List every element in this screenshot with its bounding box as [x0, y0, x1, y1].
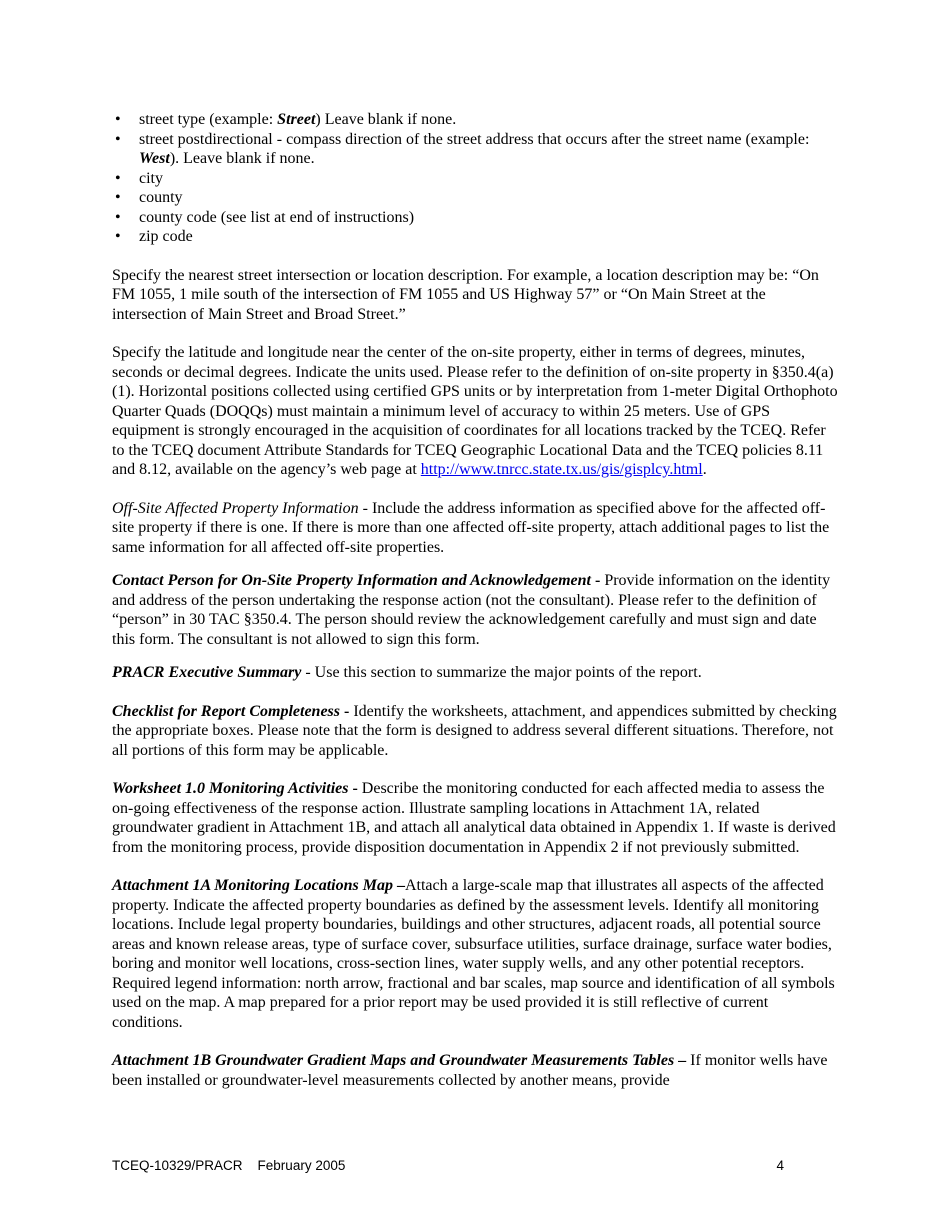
list-item: • street type (example: Street) Leave blank if none. — [115, 111, 457, 128]
section-heading: Checklist for Report Completeness — [112, 702, 340, 720]
section-attachment-1a: Attachment 1A Monitoring Locations Map –Attach a large-scale map that illustrates all aspects of the affected property. Indicate the affected property boundaries as defined by the assessment levels. Identify all monitoring locations. Include legal property boundaries, buildings and other structures, adjacent roads, all potential source areas and known release areas, type of surface cover, subsurface utilities, surface drainage, surface water bodies, boring and monitor well locations, cross-section lines, water supply wells, and any other potential receptors. Required legend information: north arrow, fractional and bar scales, map source and identification of all symbols used on the map. A map prepared for a prior report may be used provided it is still reflective of current conditions. — [112, 877, 835, 1031]
bullet-icon: • — [115, 189, 121, 206]
section-heading: Attachment 1A Monitoring Locations Map — [112, 877, 393, 894]
section-executive-summary: PRACR Executive Summary - Use this section to summarize the major points of the report. — [112, 664, 702, 681]
list-item: • county code (see list at end of instructions) — [115, 208, 415, 226]
section-worksheet-1-0: Worksheet 1.0 Monitoring Activities - Describe the monitoring conducted for each affected media to assess the on-going effectiveness of the response action. Illustrate sampling locations in Attachment 1A, related groundwater gradient in Attachment 1B, and attach all analytical data obtained in Appendix 1. If waste is derived from the monitoring process, provide disposition documentation in Appendix 2 if not previously submitted. — [112, 780, 836, 856]
form-id-date: TCEQ-10329/PRACR February 2005 — [112, 1158, 346, 1173]
section-attachment-1b: Attachment 1B Groundwater Gradient Maps and Groundwater Measurements Tables – If monitor wells have been installed or groundwater-level measurements collected by another means, provide — [112, 1052, 828, 1089]
bullet-icon: • — [115, 130, 121, 148]
section-checklist: Checklist for Report Completeness - Identify the worksheets, attachment, and appendices submitted by checking the appropriate boxes. Please note that the form is designed to address several different situations. Therefore, not all portions of this form may be applicable. — [112, 702, 837, 759]
latitude-longitude-paragraph: Specify the latitude and longitude near the center of the on-site property, either in terms of degrees, minutes, seconds or decimal degrees. Indicate the units used. Please refer to the definition of on-site property in §350.4(a)(1). Horizontal positions collected using certified GPS units or by interpretation from 1-meter Digital Orthophoto Quarter Quads (DOQQs) must maintain a minimum level of accuracy to within 25 meters. Use of GPS equipment is strongly encouraged in the acquisition of coordinates for all locations tracked by the TCEQ. Refer to the TCEQ document Attribute Standards for TCEQ Geographic Locational Data and the TCEQ policies 8.11 and 8.12, available on the agency’s web page at http://www.tnrcc.state.tx.us/gis/gisplcy.html. — [112, 344, 838, 478]
section-heading: Off-Site Affected Property Information — [112, 499, 359, 517]
document-body — [112, 110, 840, 1090]
bullet-icon: • — [115, 228, 121, 245]
section-heading: PRACR Executive Summary — [112, 664, 302, 681]
address-field-list — [112, 110, 840, 247]
bullet-icon: • — [115, 111, 121, 128]
bullet-icon: • — [115, 208, 121, 226]
bullet-icon: • — [115, 169, 121, 187]
list-item: • county — [115, 189, 183, 206]
list-item: • street postdirectional - compass direction of the street address that occurs after the street name (example: West). Leave blank if none. — [115, 130, 810, 167]
list-item: • zip code — [115, 228, 193, 245]
gis-policy-link[interactable]: http://www.tnrcc.state.tx.us/gis/gisplcy.html — [420, 461, 703, 478]
intersection-paragraph: Specify the nearest street intersection or location description. For example, a location description may be: “On FM 1055, 1 mile south of the intersection of FM 1055 and US Highway 57” or “On Main Street at the intersection of Main Street and Broad Street.” — [112, 266, 819, 323]
section-heading: Worksheet 1.0 Monitoring Activities — [112, 780, 349, 797]
page-number: 4 — [776, 1158, 784, 1173]
section-heading: Attachment 1B Groundwater Gradient Maps and Groundwater Measurements Tables — [112, 1052, 675, 1069]
section-heading: Contact Person for On-Site Property Information and Acknowledgement — [112, 572, 591, 589]
list-item: • city — [115, 169, 163, 187]
section-contact-person: Contact Person for On-Site Property Information and Acknowledgement - Provide information on the identity and address of the person undertaking the response action (not the consultant). Please refer to the definition of “person” in 30 TAC §350.4. The person should review the acknowledgement carefully and must sign and date this form. The consultant is not allowed to sign this form. — [112, 572, 831, 648]
section-offsite-property: Off-Site Affected Property Information - Include the address information as specified above for the affected off-site property if there is one. If there is more than one affected off-site property, attach additional pages to list the same information for all affected off-site properties. — [112, 499, 830, 556]
